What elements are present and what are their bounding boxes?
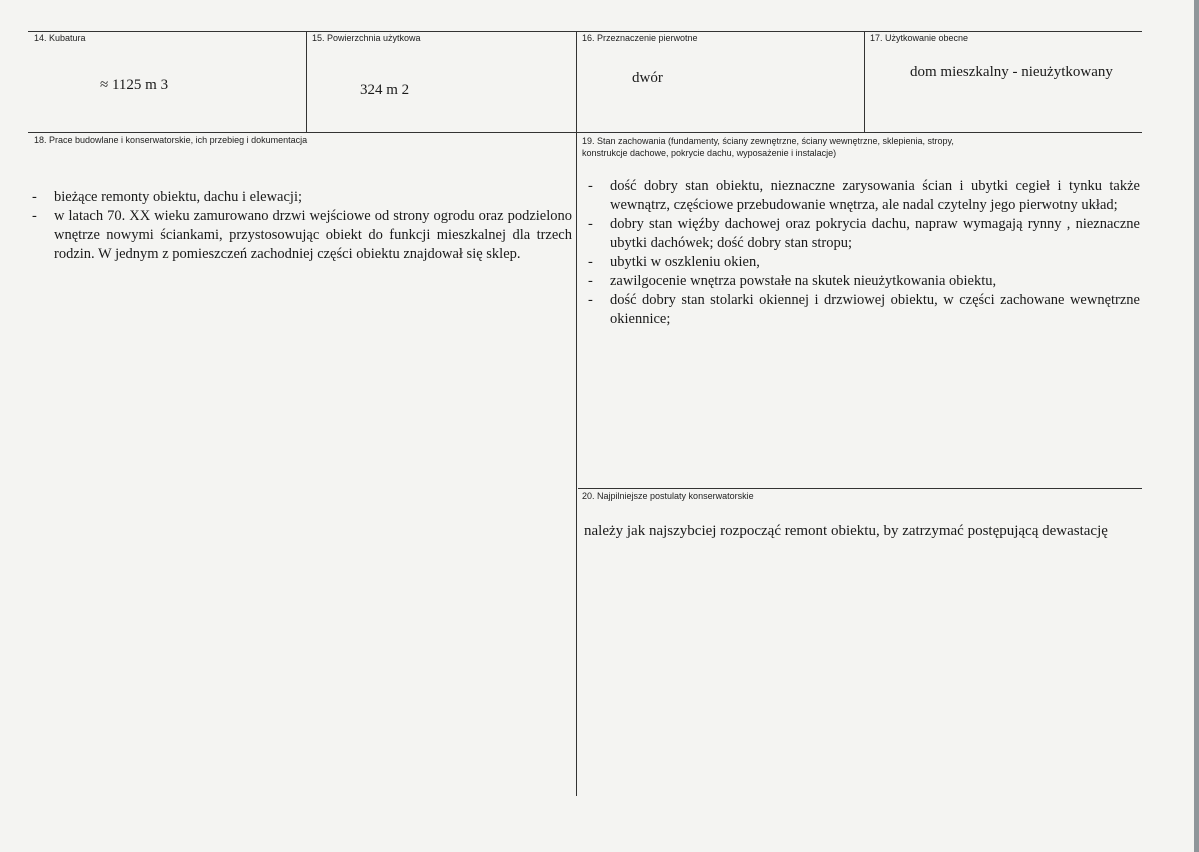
top-rule — [28, 31, 1142, 32]
divider-16-17 — [864, 31, 865, 132]
field-15-value: 324 m 2 — [360, 82, 410, 98]
list-item: - dość dobry stan stolarki okiennej i drzwiowej obiektu, w części zachowane wewnętrzne okiennice; — [584, 291, 1140, 329]
field-18-list — [28, 188, 572, 264]
field-19-label: 19. Stan zachowania (fundamenty, ściany zewnętrzne, ściany wewnętrzne, sklepienia, stropy, — [582, 136, 954, 146]
field-16-label: 16. Przeznaczenie pierwotne — [582, 33, 698, 43]
middle-rule — [28, 132, 1142, 133]
field-14-label: 14. Kubatura — [34, 33, 86, 43]
list-item: - zawilgocenie wnętrza powstałe na skutek nieużytkowania obiektu, — [584, 272, 1140, 291]
list-item: - ubytki w oszkleniu okien, — [584, 253, 1140, 272]
list-item: - dość dobry stan obiektu, nieznaczne zarysowania ścian i ubytki cegieł i tynku także wewnątrz, częściowe przebudowanie wnętrza, ale nadal czytelny jego pierwotny układ; — [584, 177, 1140, 215]
divider-14-15 — [306, 31, 307, 132]
field-14-value: ≈ 1125 m 3 — [100, 77, 169, 93]
field-18-label: 18. Prace budowlane i konserwatorskie, ich przebieg i dokumentacja — [34, 135, 308, 145]
list-item: - bieżące remonty obiektu, dachu i elewacji; — [28, 188, 572, 207]
field-19-list — [584, 177, 1140, 329]
section-20-rule — [578, 488, 1142, 489]
field-20-label: 20. Najpilniejsze postulaty konserwatorskie — [582, 491, 754, 501]
field-17-value: dom mieszkalny - nieużytkowany — [910, 64, 1113, 80]
field-17-label: 17. Użytkowanie obecne — [870, 33, 969, 43]
field-19-label-line2: konstrukcje dachowe, pokrycie dachu, wyposażenie i instalacje) — [582, 148, 837, 158]
page-edge — [1194, 0, 1199, 852]
field-20-text: należy jak najszybciej rozpocząć remont obiektu, by zatrzymać postępującą dewastację — [584, 523, 1108, 539]
field-16-value: dwór — [632, 70, 663, 86]
divider-15-16 — [576, 31, 577, 796]
list-item: - dobry stan więźby dachowej oraz pokrycia dachu, napraw wymagają rynny , nieznaczne ubytki dachówek; dość dobry stan stropu; — [584, 215, 1140, 253]
field-15-label: 15. Powierzchnia użytkowa — [312, 33, 421, 43]
list-item: - w latach 70. XX wieku zamurowano drzwi wejściowe od strony ogrodu oraz podzielono wnętrze nowymi ściankami, przystosowując obiekt do funkcji mieszkalnej dla trzech rodzin. W jednym z pomieszczeń zachodniej części obiektu znajdował się sklep. — [28, 207, 572, 264]
